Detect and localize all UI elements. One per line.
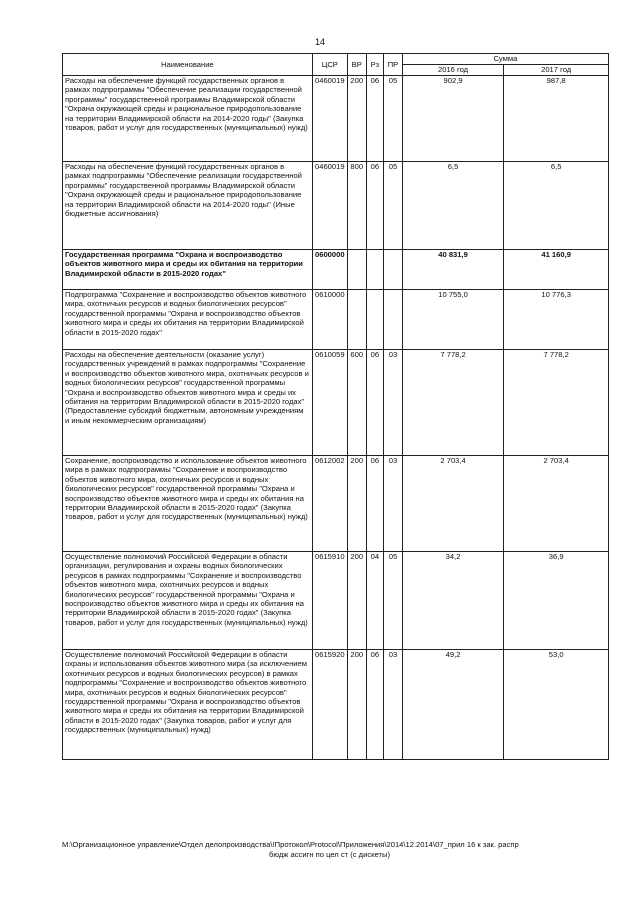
- cell-rz: [366, 250, 384, 290]
- header-vr: ВР: [347, 54, 366, 76]
- cell-name: Расходы на обеспечение функций государственных органов в рамках подпрограммы "Обеспечение реализации государственной программы" государственной программы Владимирской области "Охрана окружающей среды и рациональное природопользование на территории Владимирской области на 2014-2020 годы" (Закупка товаров, работ и услуг для государственных (муниципальных) нужд): [63, 76, 313, 162]
- cell-pr: [384, 250, 403, 290]
- page-number: 14: [314, 37, 325, 47]
- cell-pr: 03: [384, 456, 403, 552]
- cell-vr: 600: [347, 350, 366, 456]
- cell-name: Осуществление полномочий Российской Федерации в области организации, регулирования и охраны водных биологических ресурсов в рамках подпрограммы "Сохранение и воспроизводство объектов животного мира, охотничьих ресурсов и водных биологических ресурсов" государственной программы "Охрана и воспроизводство объектов животного мира и среды их обитания на территории Владимирской области в 2015-2020 годах" (Закупка товаров, работ и услуг для государственных (муниципальных) нужд): [63, 552, 313, 650]
- cell-csr: 0460019: [312, 76, 347, 162]
- cell-2016: 902,9: [402, 76, 504, 162]
- footer-path: [62, 840, 582, 860]
- cell-csr: 0615920: [312, 650, 347, 760]
- cell-vr: 200: [347, 456, 366, 552]
- cell-rz: 06: [366, 350, 384, 456]
- cell-2016: 6,5: [402, 162, 504, 250]
- cell-2016: 40 831,9: [402, 250, 504, 290]
- cell-vr: 200: [347, 76, 366, 162]
- cell-rz: 06: [366, 456, 384, 552]
- cell-2017: 2 703,4: [504, 456, 609, 552]
- footer-line-1: M:\Организационное управление\Отдел делопроизводства\!Протокол\Protocol\Приложения\2014\12.2014\07_прил 16 к зак. распр: [62, 840, 519, 849]
- cell-2016: 10 755,0: [402, 290, 504, 350]
- cell-pr: [384, 290, 403, 350]
- cell-rz: 06: [366, 162, 384, 250]
- cell-rz: [366, 290, 384, 350]
- table-row: [63, 552, 609, 650]
- footer-line-2: бюдж ассигн по цел ст (с дискеты): [269, 850, 390, 859]
- cell-csr: 0612002: [312, 456, 347, 552]
- cell-2016: 2 703,4: [402, 456, 504, 552]
- table-body: [63, 76, 609, 760]
- cell-2016: 49,2: [402, 650, 504, 760]
- header-2017: 2017 год: [504, 65, 609, 76]
- table-row: [63, 162, 609, 250]
- header-2016: 2016 год: [402, 65, 504, 76]
- header-name: Наименование: [63, 54, 313, 76]
- cell-pr: 03: [384, 350, 403, 456]
- cell-2016: 7 778,2: [402, 350, 504, 456]
- cell-2017: 7 778,2: [504, 350, 609, 456]
- cell-name: Подпрограмма "Сохранение и воспроизводство объектов животного мира, охотничьих ресурсов и водных биологических ресурсов" государственной программы "Охрана и воспроизводство объектов животного мира и среды их обитания на территории Владимирской области в 2015-2020 годах": [63, 290, 313, 350]
- header-sum: Сумма: [402, 54, 608, 65]
- cell-pr: 05: [384, 162, 403, 250]
- cell-vr: 200: [347, 552, 366, 650]
- cell-name: Сохранение, воспроизводство и использование объектов животного мира в рамках подпрограммы "Сохранение и воспроизводство объектов животного мира, охотничьих ресурсов и водных биологических ресурсов" государственной программы "Охрана и воспроизводство объектов животного мира и среды их обитания на территории Владимирской области в 2015-2020 годах" (Закупка товаров, работ и услуг для государственных (муниципальных) нужд): [63, 456, 313, 552]
- cell-pr: 05: [384, 552, 403, 650]
- cell-rz: 06: [366, 650, 384, 760]
- cell-2017: 53,0: [504, 650, 609, 760]
- table-row: [63, 76, 609, 162]
- cell-2017: 10 776,3: [504, 290, 609, 350]
- table-row: [63, 650, 609, 760]
- table-row: [63, 350, 609, 456]
- header-pr: ПР: [384, 54, 403, 76]
- cell-vr: 800: [347, 162, 366, 250]
- cell-pr: 05: [384, 76, 403, 162]
- cell-2017: 36,9: [504, 552, 609, 650]
- cell-rz: 04: [366, 552, 384, 650]
- cell-vr: 200: [347, 650, 366, 760]
- cell-2016: 34,2: [402, 552, 504, 650]
- cell-csr: 0610059: [312, 350, 347, 456]
- cell-csr: 0600000: [312, 250, 347, 290]
- cell-name: Расходы на обеспечение деятельности (оказание услуг) государственных учреждений в рамках подпрограммы "Сохранение и воспроизводство объектов животного мира, охотничьих ресурсов и водных биологических ресурсов" государственной программы "Охрана и воспроизводство объектов животного мира и среды их обитания на территории Владимирской области в 2015-2020 годах" (Предоставление субсидий бюджетным, автономным учреждениям и иным некоммерческим организациям): [63, 350, 313, 456]
- cell-2017: 6,5: [504, 162, 609, 250]
- cell-rz: 06: [366, 76, 384, 162]
- table-row: [63, 250, 609, 290]
- cell-csr: 0610000: [312, 290, 347, 350]
- header-rz: Рз: [366, 54, 384, 76]
- cell-pr: 03: [384, 650, 403, 760]
- cell-name: Расходы на обеспечение функций государственных органов в рамках подпрограммы "Обеспечение реализации государственной программы" государственной программы Владимирской области "Охрана окружающей среды и рациональное природопользование на территории Владимирской области на 2014-2020 годы" (Иные бюджетные ассигнования): [63, 162, 313, 250]
- cell-vr: [347, 250, 366, 290]
- header-csr: ЦСР: [312, 54, 347, 76]
- cell-name: Осуществление полномочий Российской Федерации в области охраны и использования объектов животного мира (за исключением охотничьих ресурсов и водных биологических ресурсов) в рамках подпрограммы "Сохранение и воспроизводство объектов животного мира, охотничьих ресурсов и водных биологических ресурсов" государственной программы "Охрана и воспроизводство объектов животного мира и среды их обитания на территории Владимирской области в 2015-2020 годах" (Закупка товаров, работ и услуг для государственных (муниципальных) нужд): [63, 650, 313, 760]
- cell-2017: 41 160,9: [504, 250, 609, 290]
- cell-name: Государственная программа "Охрана и воспроизводство объектов животного мира и среды их обитания на территории Владимирской области в 2015-2020 годах": [63, 250, 313, 290]
- cell-2017: 987,8: [504, 76, 609, 162]
- table-row: [63, 456, 609, 552]
- budget-table: [62, 53, 609, 760]
- cell-csr: 0460019: [312, 162, 347, 250]
- cell-vr: [347, 290, 366, 350]
- table-row: [63, 290, 609, 350]
- cell-csr: 0615910: [312, 552, 347, 650]
